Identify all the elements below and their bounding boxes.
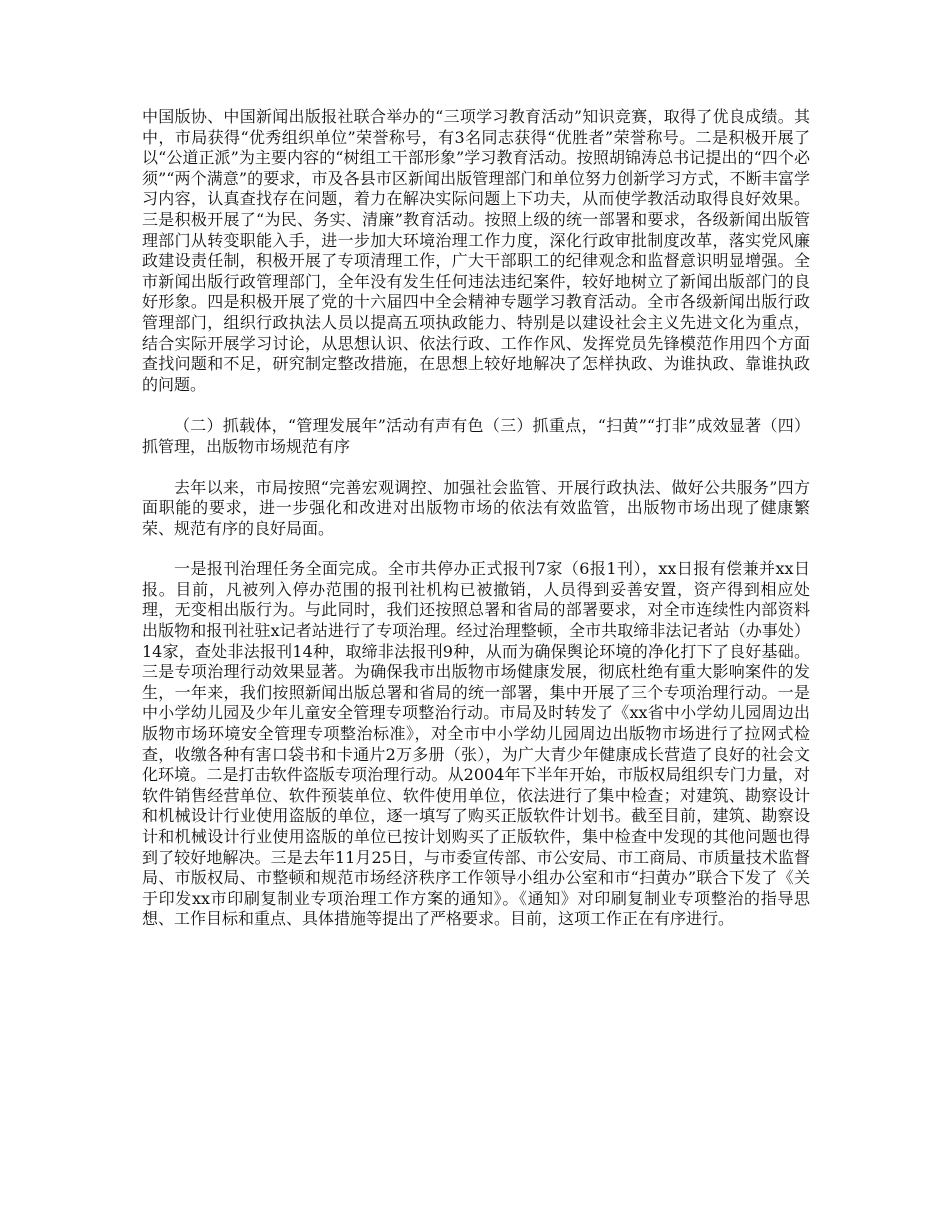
paragraph-study-activities: 中国版协、中国新闻出版报社联合举办的“三项学习教育活动”知识竞赛，取得了优良成绩。其中，市局获得“优秀组织单位”荣誉称号，有3名同志获得“优胜者”荣誉称号。二是积极开展了以“公道正派”为主要内容的“树组工干部形象”学习教育活动。按照胡锦涛总书记提出的“四个必须”“两个满意”的要求，市及各县市区新闻出版管理部门和单位努力创新学习方式，不断丰富学习内容，认真查找存在问题，着力在解决实际问题上下功夫，从而使学教活动取得良好效果。三是积极开展了“为民、务实、清廉”教育活动。按照上级的统一部署和要求，各级新闻出版管理部门从转变职能入手，进一步加大环境治理工作力度，深化行政审批制度改革，落实党风廉政建设责任制，积极开展了专项清理工作，广大干部职工的纪律观念和监督意识明显增强。全市新闻出版行政管理部门，全年没有发生任何违法违纪案件，较好地树立了新闻出版部门的良好形象。四是积极开展了党的十六届四中全会精神专题学习教育活动。全市各级新闻出版行政管理部门，组织行政执法人员以提高五项执政能力、特别是以建设社会主义先进文化为重点，结合实际开展学习讨论，从思想认识、依法行政、工作作风、发挥党员先锋模范作用四个方面查找问题和不足，研究制定整改措施，在思想上较好地解决了怎样执政、为谁执政、靠谁执政的问题。 (142, 107, 810, 394)
document-body (142, 107, 810, 950)
paragraph-section-headings: （二）抓载体，“管理发展年”活动有声有色（三）抓重点，“扫黄”“打非”成效显著（四）抓管理，出版物市场规范有序 (142, 416, 810, 456)
paragraph-press-rectification: 一是报刊治理任务全面完成。全市共停办正式报刊7家（6报1刊），xx日报有偿兼并xx日报。目前，凡被列入停办范围的报刊社机构已被撤销，人员得到妥善安置，资产得到相应处理，无变相出版行为。与此同时，我们还按照总署和省局的部署要求，对全市连续性内部资料出版物和报刊社驻x记者站进行了专项治理。经过治理整顿，全市共取缔非法记者站（办事处）14家，查处非法报刊14种，取缔非法报刊9种，从而为确保舆论环境的净化打下了良好基础。三是专项治理行动效果显著。为确保我市出版物市场健康发展，彻底杜绝有重大影响案件的发生，一年来，我们按照新闻出版总署和省局的统一部署，集中开展了三个专项治理行动。一是中小学幼儿园及少年儿童安全管理专项整治行动。市局及时转发了《xx省中小学幼儿园周边出版物市场环境安全管理专项整治标准》，对全市中小学幼儿园周边出版物市场进行了拉网式检查，收缴各种有害口袋书和卡通片2万多册（张），为广大青少年健康成长营造了良好的社会文化环境。二是打击软件盗版专项治理行动。从2004年下半年开始，市版权局组织专门力量，对软件销售经营单位、软件预装单位、软件使用单位，依法进行了集中检查；对建筑、勘察设计和机械设计行业使用盗版的单位，逐一填写了购买正版软件计划书。截至目前，建筑、勘察设计和机械设计行业使用盗版的单位已按计划购买了正版软件，集中检查中发现的其他问题也得到了较好地解决。三是去年11月25日，与市委宣传部、市公安局、市工商局、市质量技术监督局、市版权局、市整顿和规范市场经济秩序工作领导小组办公室和市“扫黄办”联合下发了《关于印发xx市印刷复制业专项治理工作方案的通知》。《通知》对印刷复制业专项整治的指导思想、工作目标和重点、具体措施等提出了严格要求。目前，这项工作正在有序进行。 (142, 559, 810, 929)
paragraph-market-supervision: 去年以来，市局按照“完善宏观调控、加强社会监管、开展行政执法、做好公共服务”四方面职能的要求，进一步强化和改进对出版物市场的依法有效监管，出版物市场出现了健康繁荣、规范有序的良好局面。 (142, 477, 810, 538)
